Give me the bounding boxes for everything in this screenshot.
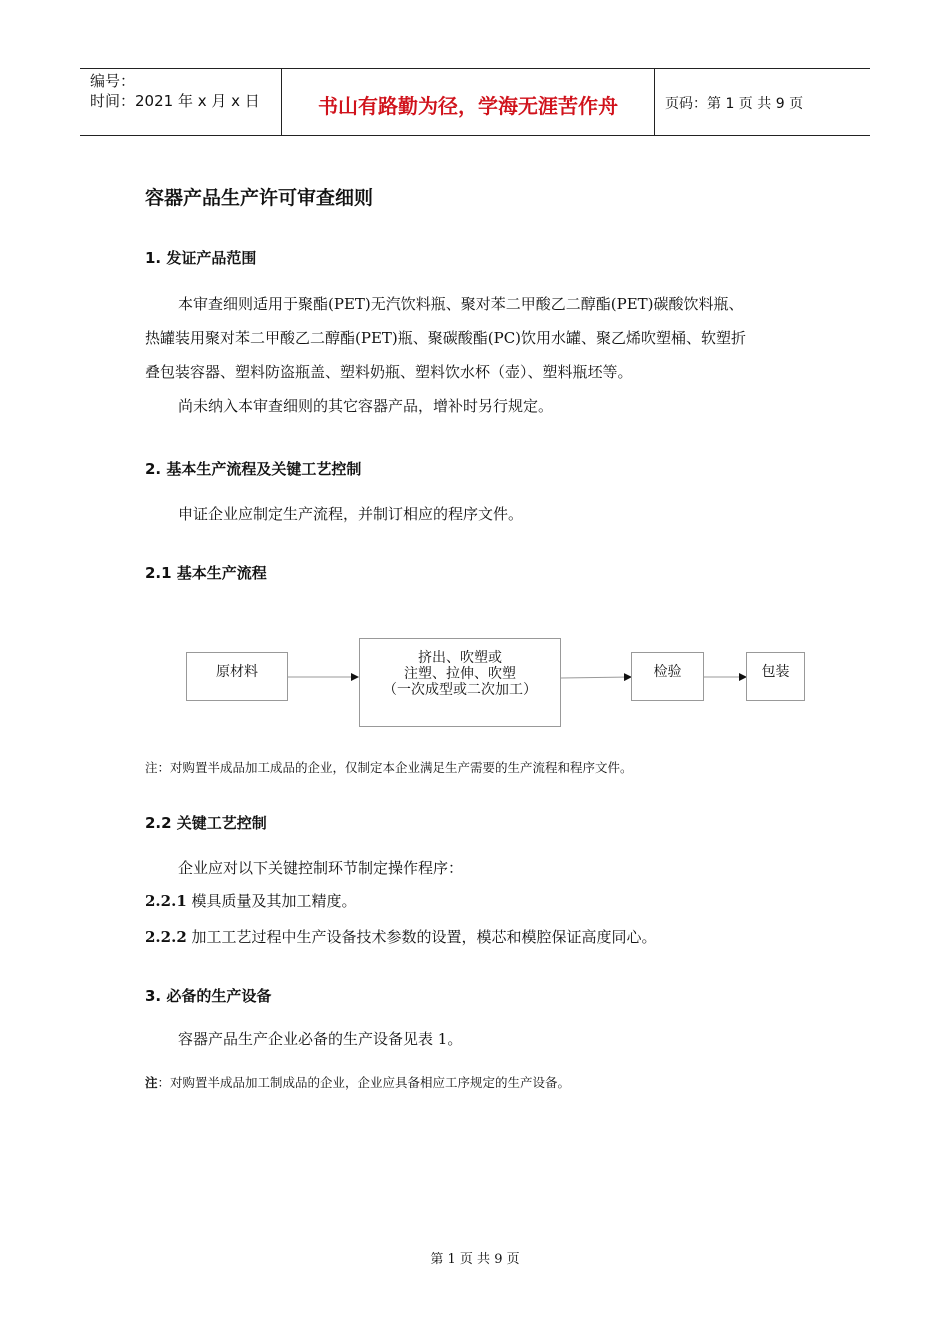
section-1-paragraph-2: 尚未纳入本审查细则的其它容器产品，增补时另行规定。	[178, 397, 554, 415]
section-3-note-text: ：对购置半成品加工制成品的企业，企业应具备相应工序规定的生产设备。	[157, 1075, 571, 1090]
section-1-line-1: 本审查细则适用于聚酯(PET)无汽饮料瓶、聚对苯二甲酸乙二醇酯(PET)碳酸饮料瓶、	[178, 295, 744, 313]
item-2-2-2	[145, 920, 815, 954]
section-1-line-2: 热罐装用聚对苯二甲酸乙二醇酯(PET)瓶、聚碳酸酯(PC)饮用水罐、聚乙烯吹塑桶、软塑折	[145, 329, 747, 347]
flow-box-forming-line-3: （一次成型或二次加工）	[383, 682, 537, 698]
flow-box-forming	[359, 638, 561, 727]
flow-box-packaging	[746, 652, 805, 701]
document-title: 容器产品生产许可审查细则	[145, 187, 374, 209]
section-3-note-label: 注	[145, 1075, 158, 1090]
section-1-line-3: 叠包装容器、塑料防盗瓶盖、塑料奶瓶、塑料饮水杯（壶）、塑料瓶坯等。	[145, 363, 633, 381]
flow-box-packaging-label: 包装	[761, 664, 790, 680]
section-2-1-note: 注：对购置半成品加工成品的企业，仅制定本企业满足生产需要的生产流程和程序文件。	[145, 760, 633, 775]
section-2-heading: 2. 基本生产流程及关键工艺控制	[145, 460, 362, 478]
flow-box-inspection-label: 检验	[653, 664, 682, 680]
item-2-2-2-number: 2.2.2	[145, 928, 187, 946]
section-3-paragraph	[145, 1022, 815, 1056]
section-2-1-heading: 2.1 基本生产流程	[145, 564, 267, 582]
flow-box-inspection	[631, 652, 704, 701]
section-2-2-text: 企业应对以下关键控制环节制定操作程序：	[178, 859, 464, 877]
item-2-2-1-text: 模具质量及其加工精度。	[186, 892, 357, 910]
item-2-2-2-text: 加工工艺过程中生产设备技术参数的设置，模芯和模腔保证高度同心。	[186, 928, 657, 946]
flow-box-raw-material	[186, 652, 288, 701]
arrow-2	[561, 677, 631, 678]
flow-box-forming-line-1: 挤出、吹塑或	[418, 650, 502, 666]
section-1-heading: 1. 发证产品范围	[145, 249, 257, 267]
header-page-label: 页码：第 1 页 共 9 页	[665, 96, 804, 112]
section-2-text: 申证企业应制定生产流程，并制订相应的程序文件。	[178, 505, 524, 523]
item-2-2-1	[145, 884, 815, 918]
header-motto: 书山有路勤为径，学海无涯苦作舟	[282, 69, 655, 135]
item-2-2-1-number: 2.2.1	[145, 892, 187, 910]
section-3-heading: 3. 必备的生产设备	[145, 987, 272, 1005]
section-3-note	[145, 1073, 570, 1091]
section-3-text: 容器产品生产企业必备的生产设备见表 1。	[178, 1030, 463, 1048]
time-label: 时间：2021 年 x 月 x 日	[90, 92, 260, 110]
flow-box-forming-line-2: 注塑、拉伸、吹塑	[404, 666, 516, 682]
section-2-2-heading: 2.2 关键工艺控制	[145, 814, 267, 832]
page-footer: 第 1 页 共 9 页	[430, 1252, 520, 1267]
flow-box-raw-material-label: 原材料	[216, 664, 258, 680]
section-2-2-paragraph	[145, 851, 815, 885]
number-label: 编号：	[90, 72, 136, 90]
